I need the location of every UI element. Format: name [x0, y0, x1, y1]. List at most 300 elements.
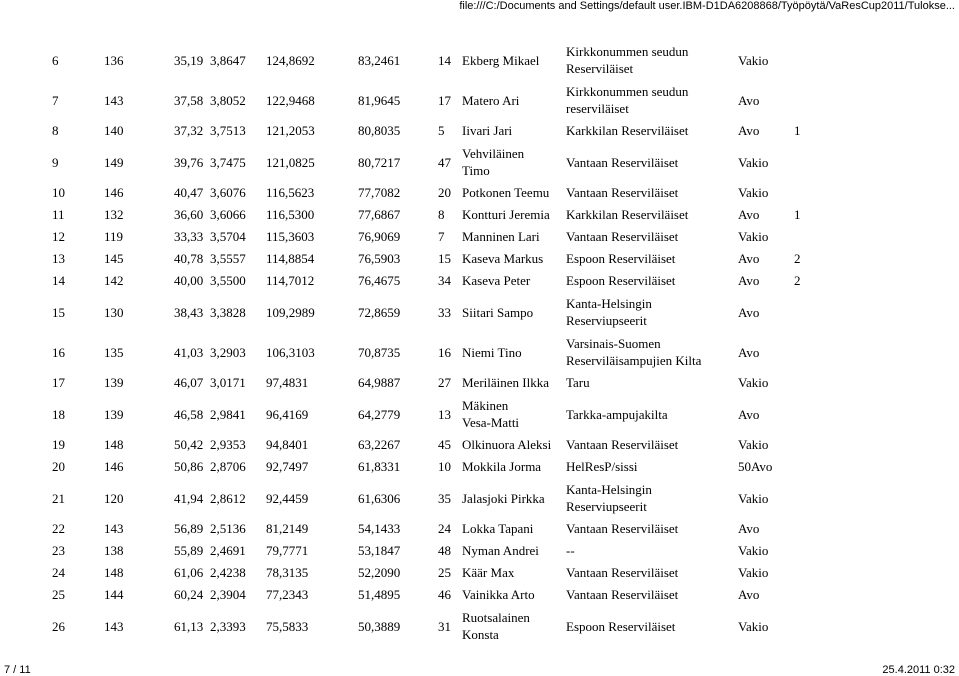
points-cell: 114,7012	[266, 273, 315, 288]
rank-cell: 21	[52, 490, 65, 506]
table-row	[52, 540, 824, 562]
extra-cell: 2	[794, 251, 801, 266]
competitor-name-cell	[462, 372, 566, 394]
table-row	[52, 606, 824, 646]
club-line: Kanta-Helsingin	[566, 296, 652, 311]
points-cell: 78,3135	[266, 565, 309, 580]
percent-cell: 55,89	[174, 543, 204, 558]
rank-cell: 18	[52, 406, 65, 422]
table-row	[52, 226, 824, 248]
class-cell: Vakio	[738, 229, 769, 244]
competitor-number-cell: 25	[438, 565, 451, 580]
extra-cell	[794, 80, 824, 120]
club-cell	[566, 204, 738, 226]
table-row	[52, 562, 824, 584]
competitor-name-cell	[462, 270, 566, 292]
competitor-name-line: Konsta	[462, 627, 499, 642]
percent-cell: 35,19	[174, 52, 204, 68]
factor-cell: 3,6066	[210, 207, 246, 222]
club-line: Vantaan Reserviläiset	[566, 154, 679, 170]
extra-cell	[794, 332, 824, 372]
rank-cell: 23	[52, 543, 65, 558]
factor-cell: 3,7513	[210, 123, 246, 138]
rank-cell: 24	[52, 565, 65, 580]
table-row	[52, 204, 824, 226]
competitor-name-line: Kaseva Markus	[462, 251, 544, 266]
competitor-number-cell: 7	[438, 229, 445, 244]
competitor-name-cell	[462, 292, 566, 332]
score-cell: 144	[104, 587, 124, 602]
score-cell: 139	[104, 375, 124, 390]
class-cell: Avo	[738, 587, 760, 602]
competitor-number-cell: 34	[438, 273, 451, 288]
percent-cell: 56,89	[174, 521, 204, 536]
table-row	[52, 372, 824, 394]
factor-cell: 3,6076	[210, 185, 246, 200]
class-cell: Vakio	[738, 543, 769, 558]
percent-cell: 33,33	[174, 229, 204, 244]
club-line: Espoon Reserviläiset	[566, 273, 676, 288]
rank-cell: 16	[52, 344, 65, 360]
points-cell: 94,8401	[266, 437, 309, 452]
score-cell: 139	[104, 406, 124, 422]
percent-cell: 40,78	[174, 251, 204, 266]
points-cell: 115,3603	[266, 229, 315, 244]
factor-cell: 2,9841	[210, 406, 246, 422]
competitor-name-cell	[462, 40, 566, 80]
factor-cell: 3,5500	[210, 273, 246, 288]
table-row	[52, 478, 824, 518]
competitor-name-cell	[462, 434, 566, 456]
club-cell	[566, 456, 738, 478]
score-cell: 136	[104, 52, 124, 68]
class-cell: Vakio	[738, 565, 769, 580]
score-cell: 142	[104, 273, 124, 288]
rank-cell: 6	[52, 52, 59, 68]
competitor-name-cell	[462, 584, 566, 606]
competitor-name-line: Olkinuora Aleksi	[462, 437, 552, 452]
competitor-name-cell	[462, 332, 566, 372]
rank-cell: 19	[52, 437, 65, 452]
relative-cell: 64,9887	[358, 375, 401, 390]
competitor-name-cell	[462, 204, 566, 226]
competitor-name-line: Kaseva Peter	[462, 273, 531, 288]
points-cell: 81,2149	[266, 521, 309, 536]
relative-cell: 50,3889	[358, 618, 401, 634]
competitor-name-line: Manninen Lari	[462, 229, 540, 244]
relative-cell: 76,4675	[358, 273, 401, 288]
percent-cell: 50,42	[174, 437, 204, 452]
score-cell: 148	[104, 437, 124, 452]
competitor-number-cell: 14	[438, 52, 451, 68]
table-row	[52, 40, 824, 80]
table-row	[52, 80, 824, 120]
percent-cell: 41,94	[174, 490, 204, 506]
club-line: Vantaan Reserviläiset	[566, 185, 679, 200]
club-cell	[566, 292, 738, 332]
class-cell: Avo	[738, 344, 760, 360]
percent-cell: 40,47	[174, 185, 204, 200]
class-cell: Vakio	[738, 490, 769, 506]
table-row	[52, 270, 824, 292]
print-datetime: 25.4.2011 0:32	[882, 664, 955, 676]
percent-cell: 46,58	[174, 406, 204, 422]
competitor-number-cell: 46	[438, 587, 451, 602]
percent-cell: 39,76	[174, 154, 204, 170]
class-cell: Vakio	[738, 375, 769, 390]
score-cell: 143	[104, 618, 124, 634]
percent-cell: 40,00	[174, 273, 204, 288]
rank-cell: 26	[52, 618, 65, 634]
factor-cell: 2,4691	[210, 543, 246, 558]
class-cell: Vakio	[738, 185, 769, 200]
competitor-number-cell: 16	[438, 344, 451, 360]
club-cell	[566, 434, 738, 456]
competitor-name-cell	[462, 394, 566, 434]
points-cell: 92,7497	[266, 459, 309, 474]
points-cell: 121,2053	[266, 123, 315, 138]
percent-cell: 36,60	[174, 207, 204, 222]
relative-cell: 76,5903	[358, 251, 401, 266]
extra-cell	[794, 226, 824, 248]
factor-cell: 3,5704	[210, 229, 246, 244]
class-cell: Avo	[738, 123, 760, 138]
competitor-name-line: Nyman Andrei	[462, 543, 539, 558]
club-line: --	[566, 543, 575, 558]
factor-cell: 2,8612	[210, 490, 246, 506]
competitor-number-cell: 17	[438, 92, 451, 108]
relative-cell: 83,2461	[358, 52, 401, 68]
competitor-number-cell: 27	[438, 375, 451, 390]
class-cell: Vakio	[738, 52, 769, 68]
score-cell: 130	[104, 304, 124, 320]
extra-cell: 1	[794, 207, 801, 222]
score-cell: 140	[104, 123, 124, 138]
class-cell: Avo	[738, 92, 760, 108]
competitor-name-line: Vainikka Arto	[462, 587, 535, 602]
class-cell: Avo	[738, 406, 760, 422]
class-cell: Avo	[738, 273, 760, 288]
table-row	[52, 120, 824, 142]
club-cell	[566, 394, 738, 434]
results-table	[52, 40, 824, 646]
competitor-name-line: Käär Max	[462, 565, 515, 580]
rank-cell: 15	[52, 304, 65, 320]
factor-cell: 2,8706	[210, 459, 246, 474]
competitor-name-cell	[462, 456, 566, 478]
competitor-number-cell: 35	[438, 490, 451, 506]
extra-cell	[794, 40, 824, 80]
table-row	[52, 292, 824, 332]
score-cell: 146	[104, 459, 124, 474]
relative-cell: 52,2090	[358, 565, 401, 580]
competitor-number-cell: 5	[438, 123, 445, 138]
percent-cell: 50,86	[174, 459, 204, 474]
table-row	[52, 434, 824, 456]
club-cell	[566, 270, 738, 292]
extra-cell	[794, 182, 824, 204]
score-cell: 119	[104, 229, 124, 244]
competitor-name-cell	[462, 518, 566, 540]
percent-cell: 46,07	[174, 375, 204, 390]
score-cell: 135	[104, 344, 124, 360]
competitor-name-cell	[462, 226, 566, 248]
rank-cell: 8	[52, 123, 59, 138]
club-cell	[566, 606, 738, 646]
factor-cell: 2,3904	[210, 587, 246, 602]
points-cell: 106,3103	[266, 344, 315, 360]
extra-cell	[794, 584, 824, 606]
table-row	[52, 518, 824, 540]
competitor-name-line: Meriläinen Ilkka	[462, 375, 549, 390]
class-cell: Vakio	[738, 154, 769, 170]
rank-cell: 20	[52, 459, 65, 474]
extra-cell: 2	[794, 273, 801, 288]
score-cell: 143	[104, 92, 124, 108]
percent-cell: 60,24	[174, 587, 204, 602]
class-cell: Avo	[738, 521, 760, 536]
competitor-number-cell: 48	[438, 543, 451, 558]
class-cell: Vakio	[738, 437, 769, 452]
points-cell: 97,4831	[266, 375, 309, 390]
competitor-name-line: Kontturi Jeremia	[462, 207, 550, 222]
points-cell: 116,5623	[266, 185, 315, 200]
extra-cell	[794, 292, 824, 332]
extra-cell	[794, 606, 824, 646]
points-cell: 79,7771	[266, 543, 309, 558]
club-cell	[566, 182, 738, 204]
table-row	[52, 584, 824, 606]
competitor-name-line: Timo	[462, 163, 490, 178]
relative-cell: 80,7217	[358, 154, 401, 170]
rank-cell: 9	[52, 154, 59, 170]
file-path-header: file:///C:/Documents and Settings/default user.IBM-D1DA6208868/Työpöytä/VaResCup2011/Tulokse...	[459, 0, 955, 12]
points-cell: 109,2989	[266, 304, 315, 320]
club-line: Kanta-Helsingin	[566, 482, 652, 497]
factor-cell: 3,8052	[210, 92, 246, 108]
competitor-number-cell: 31	[438, 618, 451, 634]
percent-cell: 61,06	[174, 565, 204, 580]
extra-cell: 1	[794, 123, 801, 138]
score-cell: 138	[104, 543, 124, 558]
table-row	[52, 456, 824, 478]
competitor-number-cell: 8	[438, 207, 445, 222]
club-line: Espoon Reserviläiset	[566, 251, 676, 266]
club-line: Reserviupseerit	[566, 313, 647, 328]
competitor-name-line: Jalasjoki Pirkka	[462, 490, 545, 506]
club-cell	[566, 372, 738, 394]
page-number: 7 / 11	[4, 664, 31, 676]
competitor-name-cell	[462, 540, 566, 562]
factor-cell: 3,7475	[210, 154, 246, 170]
club-line: Taru	[566, 375, 590, 390]
club-cell	[566, 518, 738, 540]
competitor-number-cell: 20	[438, 185, 451, 200]
score-cell: 149	[104, 154, 124, 170]
rank-cell: 13	[52, 251, 65, 266]
competitor-number-cell: 33	[438, 304, 451, 320]
relative-cell: 72,8659	[358, 304, 401, 320]
class-cell: 50Avo	[738, 459, 773, 474]
factor-cell: 3,3828	[210, 304, 246, 320]
competitor-name-line: Vehviläinen	[462, 146, 525, 161]
club-line: reserviläiset	[566, 101, 629, 116]
club-cell	[566, 478, 738, 518]
factor-cell: 3,2903	[210, 344, 246, 360]
club-cell	[566, 142, 738, 182]
club-line: Reserviläisampujien Kilta	[566, 353, 702, 368]
points-cell: 75,5833	[266, 618, 309, 634]
competitor-number-cell: 10	[438, 459, 451, 474]
relative-cell: 80,8035	[358, 123, 401, 138]
club-line: Vantaan Reserviläiset	[566, 437, 679, 452]
club-line: Tarkka-ampujakilta	[566, 406, 668, 422]
relative-cell: 70,8735	[358, 344, 401, 360]
club-line: Reserviläiset	[566, 61, 634, 76]
factor-cell: 2,3393	[210, 618, 246, 634]
competitor-name-line: Matero Ari	[462, 92, 520, 108]
club-cell	[566, 584, 738, 606]
table-row	[52, 248, 824, 270]
relative-cell: 61,6306	[358, 490, 401, 506]
competitor-name-line: Niemi Tino	[462, 344, 522, 360]
percent-cell: 41,03	[174, 344, 204, 360]
rank-cell: 14	[52, 273, 65, 288]
club-line: HelResP/sissi	[566, 459, 638, 474]
extra-cell	[794, 562, 824, 584]
club-cell	[566, 248, 738, 270]
competitor-name-cell	[462, 80, 566, 120]
table-row	[52, 182, 824, 204]
score-cell: 146	[104, 185, 124, 200]
percent-cell: 61,13	[174, 618, 204, 634]
club-cell	[566, 80, 738, 120]
relative-cell: 53,1847	[358, 543, 401, 558]
relative-cell: 76,9069	[358, 229, 401, 244]
table-row	[52, 142, 824, 182]
rank-cell: 7	[52, 92, 59, 108]
rank-cell: 11	[52, 207, 65, 222]
competitor-name-cell	[462, 142, 566, 182]
class-cell: Avo	[738, 207, 760, 222]
competitor-name-line: Ruotsalainen	[462, 610, 530, 625]
club-line: Vantaan Reserviläiset	[566, 587, 679, 602]
factor-cell: 2,9353	[210, 437, 246, 452]
club-cell	[566, 540, 738, 562]
extra-cell	[794, 142, 824, 182]
points-cell: 124,8692	[266, 52, 315, 68]
competitor-name-line: Lokka Tapani	[462, 521, 534, 536]
competitor-name-line: Iivari Jari	[462, 123, 513, 138]
points-cell: 122,9468	[266, 92, 315, 108]
club-line: Reserviupseerit	[566, 499, 647, 514]
club-line: Karkkilan Reserviläiset	[566, 123, 689, 138]
competitor-name-line: Vesa-Matti	[462, 415, 520, 430]
rank-cell: 22	[52, 521, 65, 536]
score-cell: 148	[104, 565, 124, 580]
extra-cell	[794, 434, 824, 456]
competitor-name-cell	[462, 606, 566, 646]
rank-cell: 25	[52, 587, 65, 602]
table-row	[52, 332, 824, 372]
factor-cell: 2,5136	[210, 521, 246, 536]
club-cell	[566, 562, 738, 584]
competitor-name-line: Mokkila Jorma	[462, 459, 542, 474]
relative-cell: 54,1433	[358, 521, 401, 536]
extra-cell	[794, 372, 824, 394]
percent-cell: 37,32	[174, 123, 204, 138]
competitor-name-line: Mäkinen	[462, 398, 509, 413]
extra-cell	[794, 456, 824, 478]
club-cell	[566, 226, 738, 248]
club-line: Espoon Reserviläiset	[566, 618, 676, 634]
competitor-number-cell: 13	[438, 406, 451, 422]
club-line: Karkkilan Reserviläiset	[566, 207, 689, 222]
table-row	[52, 394, 824, 434]
percent-cell: 38,43	[174, 304, 204, 320]
rank-cell: 12	[52, 229, 65, 244]
points-cell: 121,0825	[266, 154, 315, 170]
relative-cell: 51,4895	[358, 587, 401, 602]
score-cell: 145	[104, 251, 124, 266]
results-table-body	[52, 40, 824, 646]
extra-cell	[794, 394, 824, 434]
competitor-number-cell: 47	[438, 154, 451, 170]
score-cell: 143	[104, 521, 124, 536]
competitor-number-cell: 24	[438, 521, 451, 536]
competitor-name-cell	[462, 182, 566, 204]
club-line: Vantaan Reserviläiset	[566, 229, 679, 244]
class-cell: Vakio	[738, 618, 769, 634]
club-cell	[566, 40, 738, 80]
competitor-name-cell	[462, 120, 566, 142]
extra-cell	[794, 478, 824, 518]
relative-cell: 63,2267	[358, 437, 401, 452]
percent-cell: 37,58	[174, 92, 204, 108]
factor-cell: 3,8647	[210, 52, 246, 68]
competitor-name-cell	[462, 248, 566, 270]
points-cell: 77,2343	[266, 587, 309, 602]
competitor-name-line: Siitari Sampo	[462, 304, 534, 320]
points-cell: 92,4459	[266, 490, 309, 506]
club-line: Kirkkonummen seudun	[566, 44, 689, 59]
score-cell: 132	[104, 207, 124, 222]
relative-cell: 77,6867	[358, 207, 401, 222]
club-line: Kirkkonummen seudun	[566, 84, 689, 99]
score-cell: 120	[104, 490, 124, 506]
competitor-number-cell: 15	[438, 251, 451, 266]
competitor-name-cell	[462, 562, 566, 584]
relative-cell: 77,7082	[358, 185, 401, 200]
factor-cell: 3,0171	[210, 375, 246, 390]
relative-cell: 81,9645	[358, 92, 401, 108]
extra-cell	[794, 540, 824, 562]
competitor-number-cell: 45	[438, 437, 451, 452]
extra-cell	[794, 518, 824, 540]
factor-cell: 2,4238	[210, 565, 246, 580]
competitor-name-cell	[462, 478, 566, 518]
points-cell: 96,4169	[266, 406, 309, 422]
points-cell: 114,8854	[266, 251, 315, 266]
club-cell	[566, 332, 738, 372]
club-line: Vantaan Reserviläiset	[566, 565, 679, 580]
class-cell: Avo	[738, 304, 760, 320]
relative-cell: 64,2779	[358, 406, 401, 422]
class-cell: Avo	[738, 251, 760, 266]
points-cell: 116,5300	[266, 207, 315, 222]
competitor-name-line: Potkonen Teemu	[462, 185, 550, 200]
club-cell	[566, 120, 738, 142]
